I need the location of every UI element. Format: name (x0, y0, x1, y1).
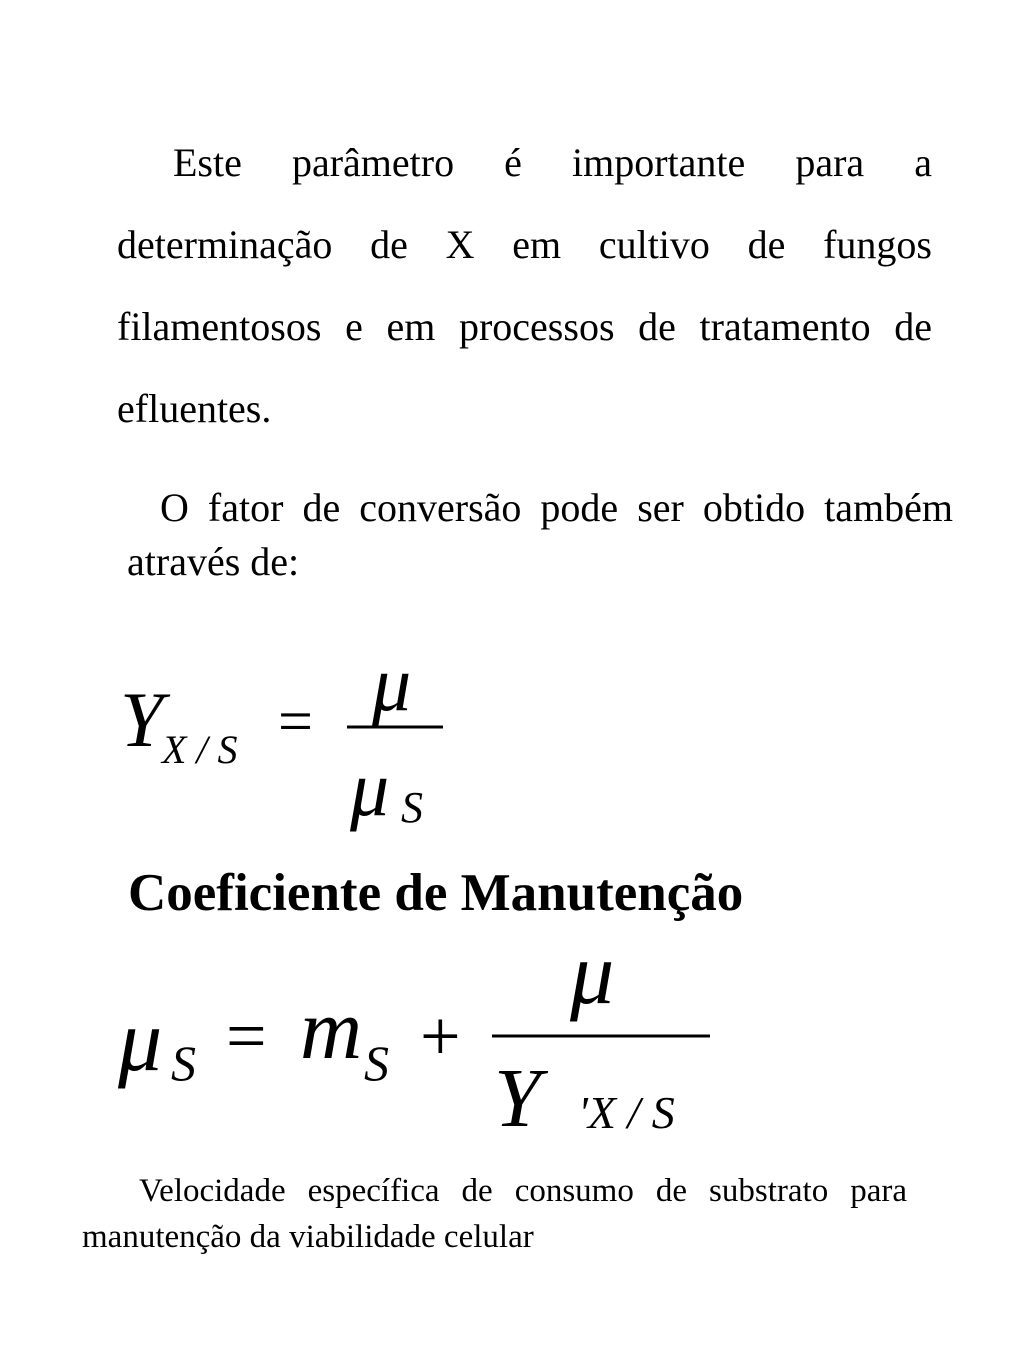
eq2-m-subscript: S (364, 1035, 389, 1091)
eq1-numerator-mu: μ (372, 640, 412, 727)
eq2-lhs-subscript: S (171, 1035, 196, 1091)
eq2-denominator-y: Y (494, 1052, 541, 1145)
eq2-numerator-mu: μ (570, 926, 615, 1023)
conversion-factor-paragraph: O fator de conversão pode ser obtido também através de: (127, 485, 953, 584)
equation-yield (120, 640, 443, 832)
eq2-denominator-subscript: 'X / S (578, 1087, 675, 1138)
eq1-equals: = (278, 688, 313, 756)
eq1-lhs-y: Y (120, 676, 164, 763)
eq2-lhs-mu: μ (118, 993, 163, 1090)
intro-paragraph: Este parâmetro é importante para a determinação de X em cultivo de fungos filamentosos e em processos de tratamento de efluentes. (117, 140, 932, 431)
equation-maintenance (117, 926, 710, 1145)
maintenance-description: Velocidade específica de consumo de substrato para manutenção da viabilidade celular (82, 1173, 907, 1255)
eq2-plus: + (420, 996, 461, 1076)
eq2-m: m (300, 981, 363, 1077)
eq1-lhs-subscript: X / S (162, 727, 238, 772)
eq1-denominator-mu: μ (350, 745, 390, 832)
eq1-denominator-subscript: S (401, 783, 423, 832)
eq2-equals: = (226, 996, 267, 1076)
section-heading: Coeficiente de Manutenção (128, 864, 744, 922)
